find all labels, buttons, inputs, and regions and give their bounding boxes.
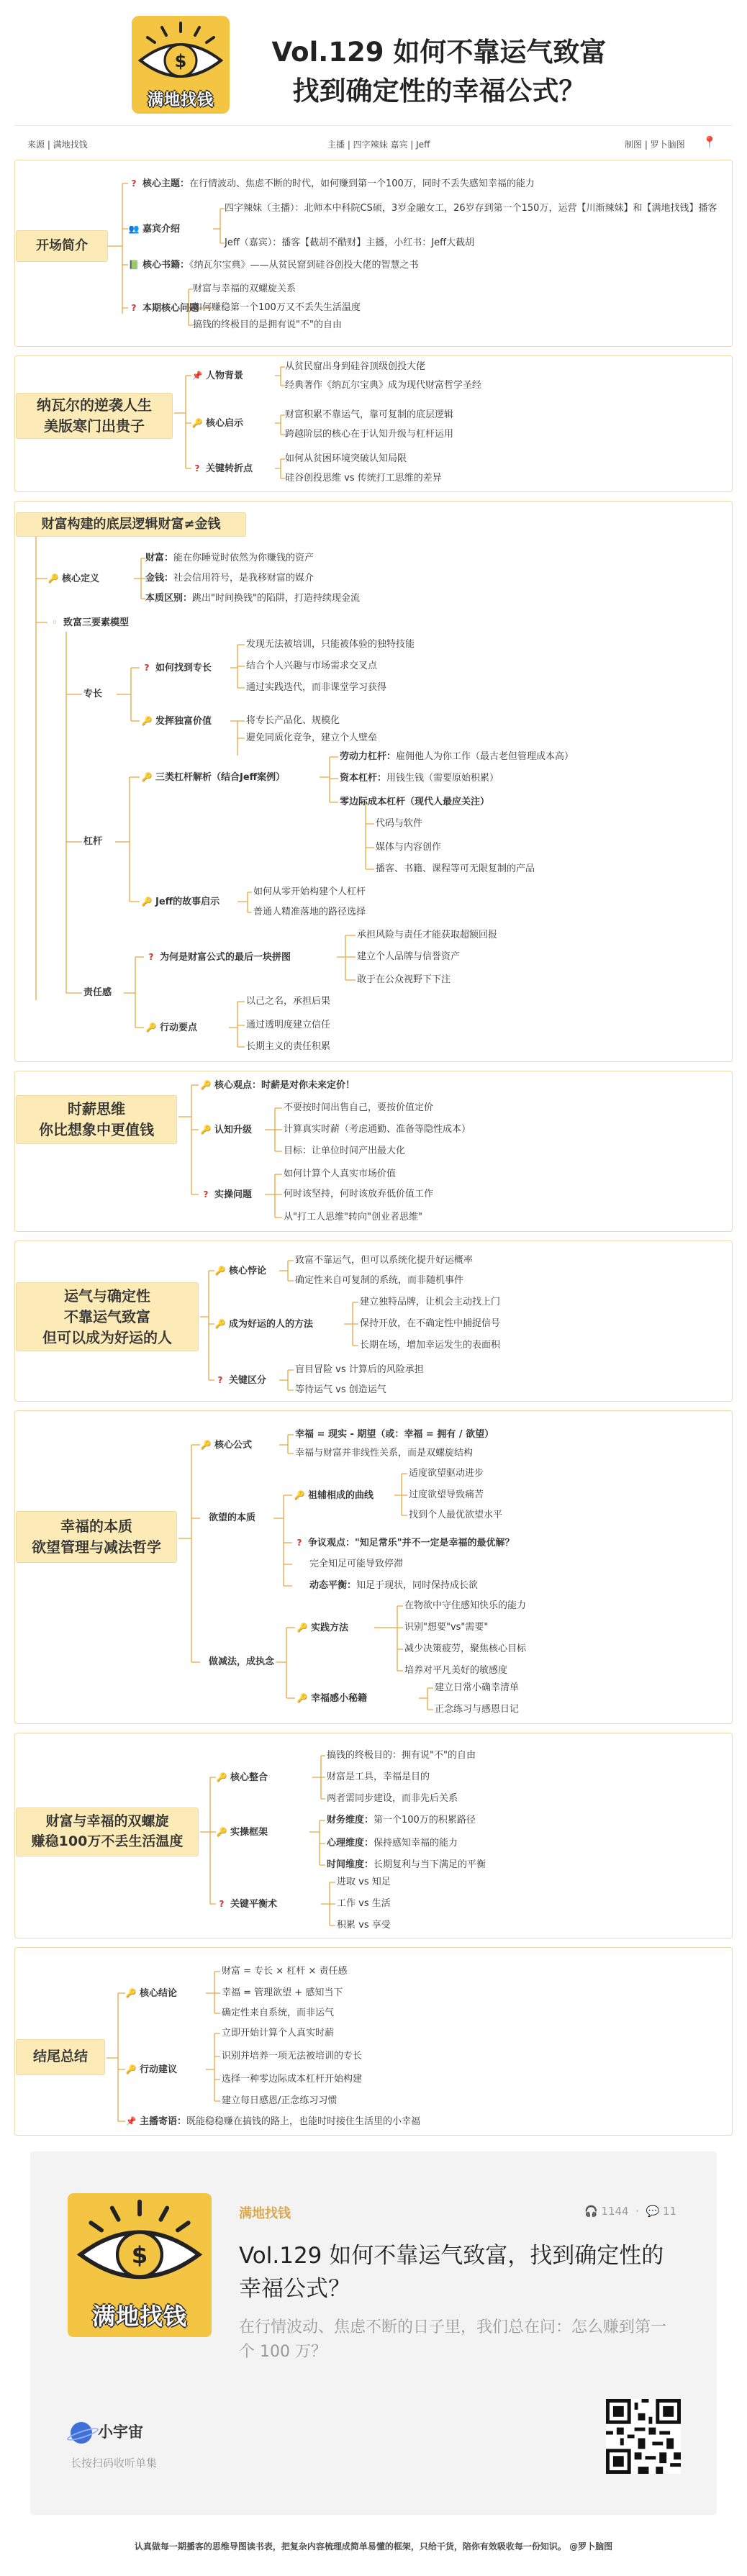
node-action-points: 🔑 行动要点	[145, 1022, 198, 1033]
node-bal-3: 积累 vs 享受	[337, 1920, 391, 1931]
node-def-diff: 本质区别：跳出"时间换钱"的陷阱，打造持续现金流	[145, 593, 360, 604]
card-stats: 🎧 1144 · 💬 11	[584, 2205, 676, 2218]
logo-text: 满地找钱	[147, 91, 214, 109]
node-formula-2: 幸福与财富并非线性关系，而是双螺旋结构	[295, 1448, 474, 1459]
node-lev-zero-marginal: 零边际成本杠杆（现代人最应关注）	[340, 797, 490, 807]
node-formula-1: 幸福 = 现实 - 期望（或：幸福 = 拥有 / 欲望）	[295, 1429, 494, 1440]
root-luck: 运气与确定性 不靠运气致富 但可以成为好运的人	[16, 1282, 199, 1351]
question-icon: ?	[148, 952, 154, 962]
node-prac-2: 何时该坚持，何时该放弃低价值工作	[284, 1189, 434, 1199]
card-logo	[68, 2193, 212, 2337]
node-cog-1: 不要按时间出售自己，要按价值定价	[284, 1102, 434, 1113]
key-icon: 🔑	[191, 418, 203, 428]
key-icon: 🔑	[200, 1125, 212, 1135]
node-framework: 🔑 实操框架	[216, 1827, 268, 1838]
node-def-money: 金钱：社会信用符号，是我移财富的媒介	[145, 573, 314, 584]
node-contentment: 完全知足可能导致停滞	[309, 1559, 404, 1569]
node-guest-intro: Jeff（嘉宾）：播客【截胡不酷财】主播，小红书：Jeff大截胡	[225, 237, 475, 248]
svg-text:$: $	[131, 2241, 148, 2269]
node-bal-2: 工作 vs 生活	[337, 1898, 391, 1909]
node-conc-1: 财富 = 专长 × 杠杆 × 责任感	[222, 1966, 348, 1977]
node-prac-3: 从"打工人思维"转向"创业者思维"	[284, 1212, 422, 1223]
node-adv-4: 建立每日感恩/正念练习习惯	[222, 2095, 338, 2106]
node-diff-1: 盲目冒险 vs 计算后的风险承担	[295, 1364, 424, 1375]
node-pm-3: 培养对平凡美好的敏感度	[404, 1665, 508, 1676]
brand-logo	[132, 16, 230, 114]
node-lucky-1: 建立独特品牌，让机会主动找上门	[360, 1297, 501, 1307]
pushpin-icon: 📌	[125, 2116, 137, 2126]
node-question-1: 财富与幸福的双螺旋关系	[193, 284, 296, 294]
node-background: 📌 人物背景	[191, 371, 244, 381]
node-exp-3: 通过实践迭代，而非课堂学习获得	[246, 682, 387, 693]
node-jeff-story: 🔑 Jeff的故事启示	[141, 897, 220, 907]
node-cognition-upgrade: 🔑 认知升级	[200, 1125, 253, 1135]
node-key-difference: ? 关键区分	[214, 1374, 266, 1387]
node-happy-tips: 🔑 幸福感小秘籍	[296, 1693, 368, 1704]
root-double-helix: 财富与幸福的双螺旋 赚稳100万不丢生活温度	[16, 1808, 199, 1856]
node-exp-4: 将专长产品化、规模化	[246, 715, 340, 726]
card-brand[interactable]: 满地找钱	[239, 2206, 291, 2221]
node-lev-code: 代码与软件	[376, 818, 423, 829]
maker-text: 制图 | 罗卜脑图	[625, 140, 685, 150]
root-summary: 结尾总结	[16, 2039, 105, 2075]
key-icon: 🔑	[296, 1623, 308, 1633]
node-tip-1: 建立日常小确幸清单	[435, 1682, 520, 1693]
node-conc-2: 幸福 = 管理欲望 + 感知当下	[222, 1987, 343, 1998]
node-core-definition: 🔑 核心定义	[47, 573, 100, 584]
node-guests: 👥 嘉宾介绍	[128, 224, 181, 235]
node-bal-1: 进取 vs 知足	[337, 1877, 391, 1887]
node-conc-3: 确定性来自系统，而非运气	[222, 2008, 335, 2018]
node-act-2: 通过透明度建立信任	[246, 1020, 331, 1030]
node-lev-labor: 劳动力杠杆：雇佣他人为你工作（最古老但管理成本高）	[340, 751, 574, 762]
source-text: 来源 | 满地找钱	[27, 140, 88, 150]
key-icon: 🔑	[296, 1693, 308, 1703]
people-icon: 👥	[128, 224, 140, 234]
node-adv-3: 选择一种零边际成本杠杆开始构建	[222, 2074, 363, 2085]
question-icon: ?	[131, 178, 137, 189]
node-int-1: 搞钱的终极目的：拥有说"不"的自由	[327, 1750, 476, 1761]
node-bg-2: 经典著作《纳瓦尔宝典》成为现代财富哲学圣经	[285, 380, 482, 391]
node-curve: 🔑 祖辅相成的曲线	[294, 1490, 374, 1501]
bullet-icon: ◦	[52, 617, 58, 627]
node-expertise: 专长	[83, 689, 103, 699]
key-icon: 🔑	[125, 1988, 137, 1998]
node-lucky-method: 🔑 成为好运的人的方法	[214, 1319, 314, 1330]
section-summary	[14, 1947, 733, 2136]
node-resp-1: 承担风险与责任才能获取超额回报	[357, 930, 498, 940]
node-adv-2: 识别并培养一项无法被培训的专长	[222, 2051, 363, 2062]
card-title[interactable]: Vol.129 如何不靠运气致富，找到确定性的幸福公式？	[239, 2243, 664, 2302]
node-diff-2: 等待运气 vs 创造运气	[295, 1384, 386, 1395]
node-happy-formula: 🔑 核心公式	[200, 1440, 253, 1451]
key-icon: 🔑	[141, 772, 153, 782]
node-action-advice: 🔑 行动建议	[125, 2064, 178, 2075]
node-find-expertise: ? 如何找到专长	[141, 661, 212, 675]
root-happiness: 幸福的本质 欲望管理与减法哲学	[16, 1511, 177, 1563]
node-bg-1: 从贫民窟出身到硅谷顶级创投大佬	[285, 361, 426, 372]
key-icon: 🔑	[214, 1266, 226, 1276]
node-jeff-2: 普通人精准落地的路径选择	[253, 907, 366, 917]
node-fw-time: 时间维度：长期复利与当下满足的平衡	[327, 1859, 486, 1870]
node-lucky-3: 长期在场，增加幸运发生的表面积	[360, 1340, 501, 1351]
app-brand: 小宇宙	[71, 2421, 143, 2444]
node-exp-2: 结合个人兴趣与市场需求交叉点	[246, 661, 378, 671]
node-exp-5: 避免同质化竞争，建立个人壁垒	[246, 733, 378, 743]
footer-text: 认真做每一期播客的思维导图读书表，把复杂内容梳理成简单易懂的框架，只给干货，陪你有效吸收每一份知识。 @罗卜脑图	[134, 2541, 613, 2552]
hosts-text: 主播 | 四字辣妹 嘉宾 | Jeff	[327, 140, 430, 150]
headphones-icon: 🎧	[584, 2205, 598, 2218]
planet-icon	[71, 2422, 92, 2444]
key-icon: 🔑	[141, 716, 153, 726]
node-resp-2: 建立个人品牌与信誉资产	[357, 951, 461, 962]
card-description: 在行情波动、焦虑不断的日子里，我们总在问：怎么赚到第一个 100 万？	[239, 2318, 667, 2361]
node-three-elements: ◦ 致富三要素模型	[49, 616, 129, 630]
node-three-leverages: 🔑 三类杠杆解析（结合Jeff案例）	[141, 772, 286, 783]
node-core-theme: ? 核心主题：在行情波动、焦虑不断的时代，如何赚到第一个100万，同时不丢失感知幸福的能力	[128, 177, 535, 191]
node-cog-2: 计算真实时薪（考虑通勤、准备等隐性成本）	[284, 1124, 471, 1135]
node-lev-media: 媒体与内容创作	[376, 842, 442, 853]
key-icon: 🔑	[141, 897, 153, 907]
node-cog-3: 目标：让单位时间产出最大化	[284, 1146, 406, 1156]
node-prac-1: 如何计算个人真实市场价值	[284, 1169, 397, 1179]
node-controversy: ? 争议观点："知足常乐"并不一定是幸福的最优解？	[294, 1536, 515, 1550]
node-tip-2: 正念练习与感恩日记	[435, 1704, 520, 1715]
node-host-message: 📌 主播寄语：既能稳稳赚在搞钱的路上，也能时时接住生活里的小幸福	[125, 2116, 421, 2127]
node-fw-mind: 心理维度：保持感知幸福的能力	[327, 1838, 458, 1849]
key-icon: 🔑	[200, 1440, 212, 1450]
node-practice-method: 🔑 实践方法	[296, 1623, 349, 1633]
key-icon: 🔑	[125, 2064, 137, 2074]
meta-divider	[14, 125, 733, 126]
node-lucky-2: 保持开放，在不确定性中捕捉信号	[360, 1318, 501, 1329]
root-naval: 纳瓦尔的逆袭人生 美版寒门出贵子	[16, 393, 173, 439]
question-icon: ?	[217, 1375, 223, 1385]
node-turning-point: ? 关键转折点	[191, 462, 253, 476]
node-conclusion: 🔑 核心结论	[125, 1988, 178, 1999]
node-resp-3: 敢于在公众视野下下注	[357, 974, 451, 985]
svg-text:$: $	[174, 51, 187, 71]
node-curve-3: 找到个人最优欲望水平	[409, 1510, 503, 1520]
node-int-3: 两者需同步建设，而非先后关系	[327, 1793, 458, 1804]
node-para-1: 致富不靠运气，但可以系统化提升好运概率	[295, 1255, 474, 1266]
book-icon: 📗	[128, 260, 140, 270]
node-dynamic-balance: 动态平衡：知足于现状，同时保持成长欲	[309, 1580, 479, 1591]
card-logo-text: 满地找钱	[91, 2303, 187, 2330]
node-fw-finance: 财务维度：第一个100万的积累路径	[327, 1815, 476, 1826]
node-core-questions: ? 本期核心问题	[128, 301, 199, 315]
node-practice-questions: ? 实操问题	[200, 1188, 252, 1202]
pin-icon: 📍	[702, 135, 717, 149]
comment-icon: 💬	[646, 2205, 660, 2218]
root-wealth-logic: 财富构建的底层逻辑财富≠金钱	[16, 512, 246, 537]
key-icon: 🔑	[294, 1490, 305, 1500]
question-icon: ?	[219, 1899, 225, 1909]
episode-count: 11	[662, 2205, 676, 2218]
question-icon: ?	[203, 1189, 209, 1199]
node-question-3: 搞钱的终极目的是拥有说"不"的自由	[193, 319, 342, 330]
node-para-2: 确定性来自可复制的系统，而非随机事件	[295, 1275, 464, 1286]
node-pm-0: 在物欲中守住感知快乐的能力	[404, 1600, 527, 1611]
node-leverage-expertise: 🔑 发挥独富价值	[141, 716, 212, 727]
key-icon: 🔑	[200, 1080, 212, 1090]
root-hourly: 时薪思维 你比想象中更值钱	[16, 1095, 177, 1144]
title-line-2: 找到确定性的幸福公式？	[292, 76, 586, 106]
node-pm-2: 减少决策疲劳，聚焦核心目标	[404, 1643, 527, 1654]
node-balance: ? 关键平衡术	[216, 1897, 277, 1911]
node-core-book: 📗 核心书籍：《纳瓦尔宝典》——从贫民窟到硅谷创投大佬的智慧之书	[128, 260, 419, 271]
node-lev-capital: 资本杠杆：用钱生钱（需要原始积累）	[340, 773, 499, 784]
node-def-wealth: 财富：能在你睡觉时依然为你赚钱的资产	[145, 553, 314, 563]
header	[0, 0, 747, 122]
node-lev-products: 播客、书籍、课程等可无限复制的产品	[376, 863, 535, 874]
node-last-piece: ? 为何是财富公式的最后一块拼图	[145, 951, 291, 964]
node-integration: 🔑 核心整合	[216, 1772, 268, 1783]
node-hourly-core: 🔑 核心观点：时薪是对你未来定价！	[200, 1080, 356, 1091]
pushpin-icon: 📌	[191, 371, 203, 381]
node-responsibility: 责任感	[83, 987, 112, 998]
question-icon: ?	[144, 663, 150, 673]
root-intro: 开场简介	[16, 230, 108, 262]
node-insight: 🔑 核心启示	[191, 418, 244, 429]
node-leverage: 杠杆	[83, 836, 103, 847]
key-icon: 🔑	[216, 1827, 227, 1837]
node-int-2: 财富是工具，幸福是目的	[327, 1772, 430, 1782]
key-icon: 🔑	[145, 1022, 157, 1033]
scan-hint: 长按扫码收听单集	[71, 2457, 158, 2470]
qr-code[interactable]	[606, 2399, 681, 2474]
key-icon: 🔑	[214, 1319, 226, 1329]
node-paradox: 🔑 核心悖论	[214, 1266, 267, 1276]
question-icon: ?	[296, 1538, 302, 1548]
node-jeff-1: 如何从零开始构建个人杠杆	[253, 886, 366, 897]
node-host-intro: 四字辣妹（主播）：北师本中科院CS硕，3岁金融女工，26岁存到第一个150万，运营【川渐辣妹】和【满地找钱】播客	[225, 203, 717, 214]
node-question-2: 如何赚稳第一个100万又不丢失生活温度	[193, 302, 361, 313]
question-icon: ?	[131, 303, 137, 313]
node-curve-2: 过度欲望导致痛苦	[409, 1489, 484, 1500]
node-exp-1: 发现无法被培训，只能被体验的独特技能	[246, 639, 415, 650]
podcast-card[interactable]	[30, 2151, 717, 2515]
node-desire-nature: 欲望的本质	[209, 1513, 256, 1523]
node-turn-2: 硅谷创投思维 vs 传统打工思维的差异	[285, 473, 442, 484]
node-insight-2: 跨越阶层的核心在于认知升级与杠杆运用	[285, 429, 454, 440]
node-insight-1: 财富积累不靠运气，靠可复制的底层逻辑	[285, 409, 454, 420]
key-icon: 🔑	[216, 1772, 227, 1782]
node-curve-1: 适度欲望驱动进步	[409, 1468, 484, 1479]
question-icon: ?	[194, 463, 200, 473]
node-subtraction: 做减法，成执念	[209, 1656, 275, 1667]
play-count: 1144	[601, 2205, 629, 2218]
node-turn-1: 如何从贫困环境突破认知局限	[285, 453, 407, 464]
node-adv-1: 立即开始计算个人真实时薪	[222, 2028, 335, 2038]
node-pm-1: 识别"想要"vs"需要"	[404, 1622, 489, 1633]
key-icon: 🔑	[47, 573, 59, 584]
node-act-1: 以己之名，承担后果	[246, 996, 331, 1007]
title-line-1: Vol.129 如何不靠运气致富	[271, 37, 607, 68]
node-act-3: 长期主义的责任积累	[246, 1041, 331, 1052]
